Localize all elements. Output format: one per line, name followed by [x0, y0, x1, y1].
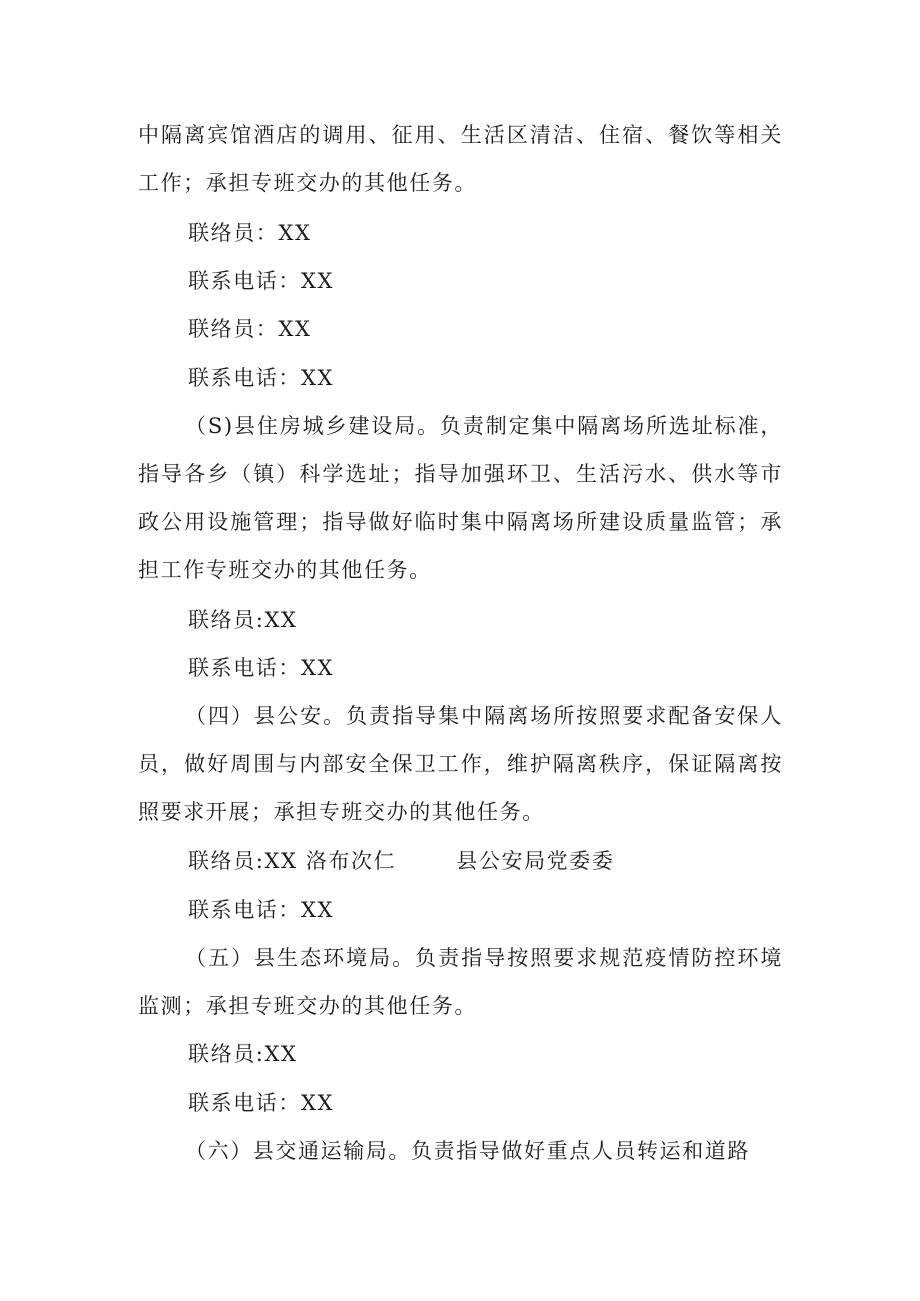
contact-liaison-3: 联络员:XX [188, 608, 298, 632]
contact-phone-3: 联系电话：XX [188, 656, 335, 680]
liaison-name: 联络员:XX 洛布次仁 [188, 849, 397, 873]
paragraph-ecology-bureau: （五）县生态环境局。负责指导按照要求规范疫情防控环境监测；承担专班交办的其他任务。 [138, 946, 783, 1018]
contact-liaison-1: 联络员：XX [188, 221, 312, 245]
contact-phone-1: 联系电话：XX [188, 269, 335, 293]
paragraph-quarantine-hotels: 中隔离宾馆酒店的调用、征用、生活区清洁、住宿、餐饮等相关工作；承担专班交办的其他任务。 [138, 123, 783, 195]
contact-phone-4: 联系电话：XX [188, 898, 335, 922]
contact-liaison-5: 联络员:XX [188, 1042, 298, 1066]
contact-phone-5: 联系电话：XX [188, 1091, 335, 1115]
paragraph-transport-bureau: （六）县交通运输局。负责指导做好重点人员转运和道路 [185, 1139, 750, 1163]
paragraph-public-security: （四）县公安。负责指导集中隔离场所按照要求配备安保人员，做好周围与内部安全保卫工作，维护隔离秩序，保证隔离按照要求开展；承担专班交办的其他任务。 [138, 704, 783, 824]
contact-liaison-2: 联络员：XX [188, 317, 312, 341]
liaison-title: 县公安局党委委 [456, 849, 615, 873]
paragraph-housing-bureau: （S)县住房城乡建设局。负责制定集中隔离场所选址标准，指导各乡（镇）科学选址；指导加强环卫、生活污水、供水等市政公用设施管理；指导做好临时集中隔离场所建设质量监管；承担工作专班交办的其他任务。 [138, 414, 783, 582]
contact-liaison-4 [188, 837, 614, 885]
contact-phone-2: 联系电话：XX [188, 366, 335, 390]
